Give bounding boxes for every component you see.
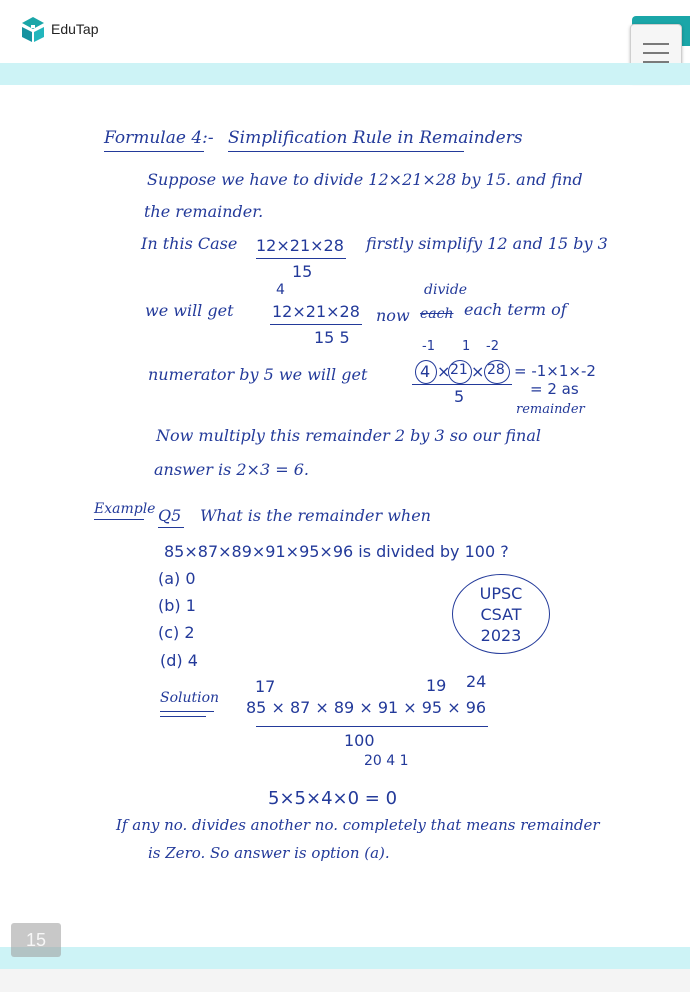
- circled-top-1: -1: [422, 339, 435, 354]
- solution-top-mark-2: 19: [426, 676, 447, 695]
- option-c: (c) 2: [158, 623, 195, 642]
- heading-topic: Simplification Rule in Remainders: [228, 128, 523, 148]
- top-bar: [0, 0, 690, 62]
- product-line-2: = 2 as: [530, 380, 579, 398]
- note-line-2: the remainder.: [144, 202, 264, 221]
- top-color-band: [0, 63, 690, 85]
- product-line-1: = -1×1×-2: [514, 362, 596, 380]
- divide-struck-word: each: [420, 306, 454, 322]
- stamp-line-3: 2023: [480, 626, 522, 645]
- circled-denominator: 5: [454, 387, 465, 406]
- fraction-1-numerator: 12×21×28: [256, 236, 344, 255]
- option-b: (b) 1: [158, 596, 196, 615]
- note-line-9: Now multiply this remainder 2 by 3 so our final: [156, 426, 542, 445]
- circled-top-3: -2: [486, 339, 499, 354]
- solution-conclusion-1: If any no. divides another no. completely that means remainder: [116, 816, 600, 834]
- heading: Formulae 4:-: [104, 128, 214, 148]
- stamp-line-2: CSAT: [480, 605, 522, 624]
- fraction-2-numerator: 12×21×28: [272, 302, 360, 321]
- circled-top-2: 1: [462, 339, 471, 354]
- example-label: Example: [94, 501, 156, 517]
- note-line-5: we will get: [145, 301, 234, 320]
- solution-denominator: 100: [344, 731, 375, 750]
- book-stack-logo-icon: [20, 15, 46, 43]
- circled-term-1: 4: [420, 362, 431, 381]
- hamburger-menu-icon: [643, 43, 669, 45]
- note-line-7: each term of: [464, 300, 567, 319]
- fraction-2-top-mark: 4: [276, 282, 285, 298]
- page-number-badge: 15: [11, 923, 61, 957]
- upsc-csat-stamp: [452, 574, 550, 654]
- brand-logo[interactable]: [20, 15, 98, 43]
- circled-term-3: 28: [487, 362, 505, 378]
- note-line-10: answer is 2×3 = 6.: [154, 460, 309, 479]
- solution-conclusion-2: is Zero. So answer is option (a).: [148, 844, 390, 862]
- stamp-line-1: UPSC: [479, 584, 523, 603]
- bottom-color-band: [0, 947, 690, 969]
- bottom-strip: [0, 969, 690, 992]
- solution-result: 5×5×4×0 = 0: [268, 788, 398, 809]
- solution-denominator-marks: 20 4 1: [364, 753, 409, 769]
- example-question-label: Q5: [158, 506, 182, 525]
- circled-term-2: 21: [450, 362, 468, 378]
- fraction-1-denominator: 15: [292, 262, 313, 281]
- option-a: (a) 0: [158, 569, 196, 588]
- solution-numerator: 85 × 87 × 89 × 91 × 95 × 96: [246, 698, 487, 717]
- option-d: (d) 4: [160, 651, 198, 670]
- divide-correction: divide: [424, 282, 468, 298]
- solution-label: Solution: [160, 690, 220, 706]
- product-line-3: remainder: [516, 402, 585, 417]
- brand-name: EduTap: [51, 21, 99, 37]
- solution-top-mark-1: 17: [255, 677, 276, 696]
- note-line-4: firstly simplify 12 and 15 by 3: [366, 234, 608, 253]
- note-line-3: In this Case: [141, 234, 238, 253]
- note-line-6: now: [376, 306, 410, 325]
- example-question: What is the remainder when: [200, 506, 431, 525]
- note-line-1: Suppose we have to divide 12×21×28 by 15. and find: [147, 170, 583, 189]
- note-line-8: numerator by 5 we will get: [148, 365, 368, 384]
- handwritten-note-page: Formulae 4:- Simplification Rule in Remainders Suppose we have to divide 12×21×28 by 15. and find the remainder. In this Case 12×21×28 15 firstly simplify 12 and 15 by 3 we will get 4 12×21×28 15 5 now divide each each term of numerator by 5 we will get -1 1 -2 4 × 21 × 28 5 = -1×1×-2 = 2 as remainder Now multiply this remainder 2 by 3 so our final answer is 2×3 = 6. Example Q5 What is the remainder when 85×87×89×91×95×96 is divided by 100 ? (a) 0 (b) 1 (c) 2 (d) 4 UPSC CSAT 2023 Solution 17 19 24 85 × 87 × 89 × 91 × 95 × 96 100 20 4 1 5×5×4×0 = 0 If any no. divides another no. completely that means remainder is Zero. So answer is option (a).: [0, 86, 690, 946]
- solution-top-mark-3: 24: [466, 672, 487, 691]
- fraction-2-denominator: 15 5: [314, 328, 350, 347]
- example-expression: 85×87×89×91×95×96 is divided by 100 ?: [164, 542, 509, 561]
